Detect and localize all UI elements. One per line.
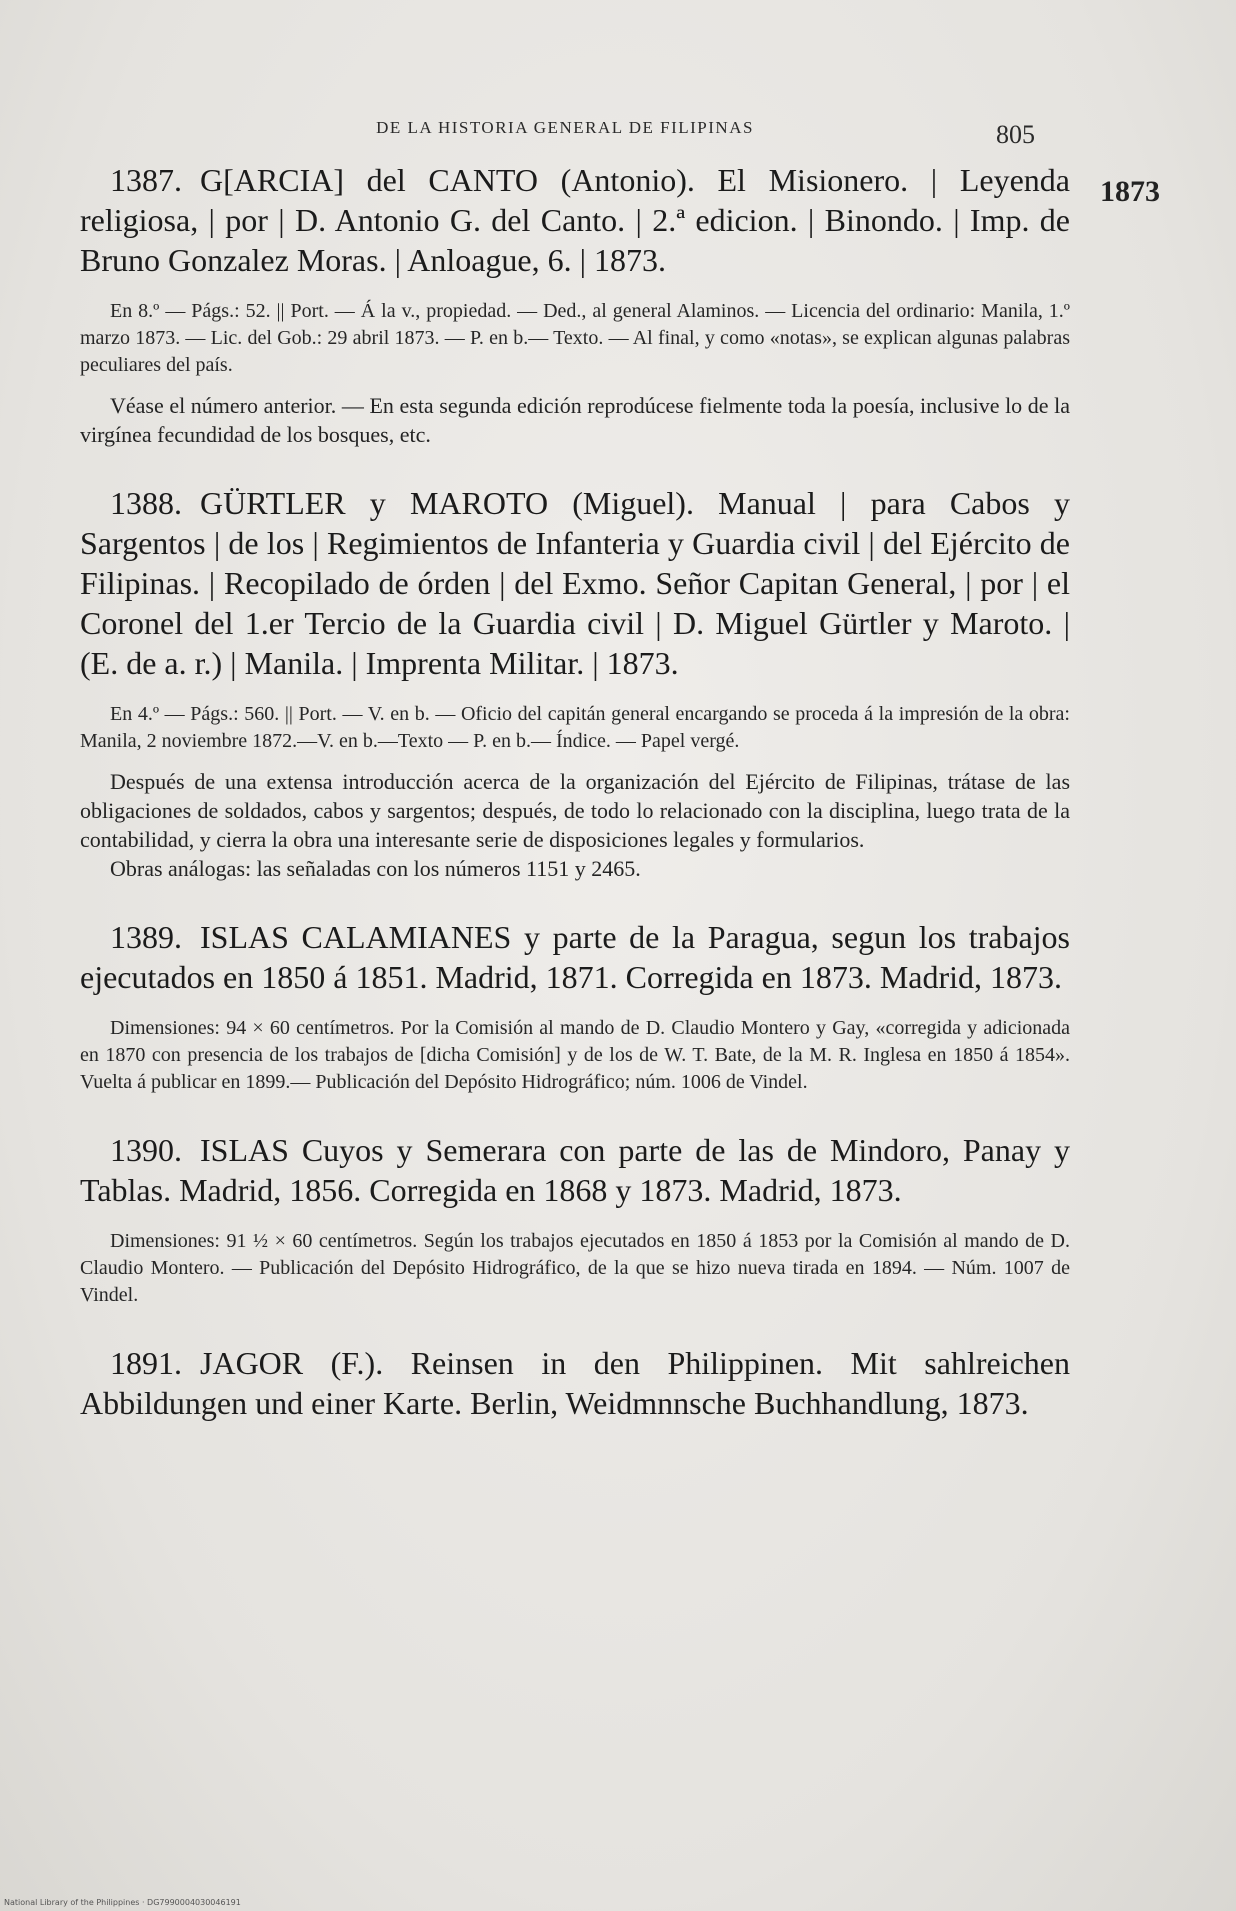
entry-1389 xyxy=(80,917,1070,1096)
running-title: DE LA HISTORIA GENERAL DE FILIPINAS xyxy=(376,118,754,137)
page-number: 805 xyxy=(996,120,1035,149)
entry-number: 1387. xyxy=(110,162,182,198)
entry-collation: En 8.º — Págs.: 52. || Port. — Á la v., propiedad. — Ded., al general Alaminos. — Licencia del ordinario: Manila, 1.º marzo 1873. — Lic. del Gob.: 29 abril 1873. — P. en b.— Texto. — Al final, y como «notas», se explican algunas palabras peculiares del país. xyxy=(80,300,1070,376)
entry-note: Obras análogas: las señaladas con los números 1151 y 2465. xyxy=(110,856,641,881)
entry-number: 1891. xyxy=(110,1345,182,1381)
entry-title xyxy=(80,160,1070,280)
margin-year: 1873 xyxy=(1100,175,1160,208)
entry-number: 1390. xyxy=(110,1132,182,1168)
entry-title-text: G[ARCIA] del CANTO (Antonio). El Misionero. | Leyenda religiosa, | por | D. Antonio G. del Canto. | 2.ª edicion. | Binondo. | Imp. de Bruno Gonzalez Moras. | Anloague, 6. | 1873. xyxy=(80,162,1070,278)
entry-title-text: JAGOR (F.). Reinsen in den Philippinen. Mit sahlreichen Abbildungen und einer Karte. Berlin, Weidmnnsche Buchhandlung, 1873. xyxy=(80,1345,1070,1421)
entry-1387 xyxy=(80,160,1070,449)
entry-collation: En 4.º — Págs.: 560. || Port. — V. en b. — Oficio del capitán general encargando se proceda á la impresión de la obra: Manila, 2 noviembre 1872.—V. en b.—Texto — P. en b.— Índice. — Papel vergé. xyxy=(80,703,1070,752)
entry-title xyxy=(80,483,1070,683)
entry-title xyxy=(80,1130,1070,1210)
entry-1388 xyxy=(80,483,1070,883)
entry-note: Después de una extensa introducción acerca de la organización del Ejército de Filipinas, trátase de las obligaciones de soldados, cabos y sargentos; después, de todo lo relacionado con la disciplina, luego trata de la contabilidad, y cierra la obra una interesante serie de disposiciones legales y formularios. xyxy=(80,769,1070,852)
entry-collation: Dimensiones: 94 × 60 centímetros. Por la Comisión al mando de D. Claudio Montero y Gay, «corregida y adicionada en 1870 con presencia de los trabajos de [dicha Comisión] y de los de W. T. Bate, de la M. R. Inglesa en 1850 á 1854». Vuelta á publicar en 1899.— Publicación del Depósito Hidrográfico; núm. 1006 de Vindel. xyxy=(80,1017,1070,1093)
page-body xyxy=(80,160,1070,1457)
entry-number: 1389. xyxy=(110,919,182,955)
entry-number: 1388. xyxy=(110,485,182,521)
entry-title-text: ISLAS Cuyos y Semerara con parte de las de Mindoro, Panay y Tablas. Madrid, 1856. Corregida en 1868 y 1873. Madrid, 1873. xyxy=(80,1132,1070,1208)
entry-title xyxy=(80,1343,1070,1423)
entry-title xyxy=(80,917,1070,997)
entry-collation: Dimensiones: 91 ½ × 60 centímetros. Según los trabajos ejecutados en 1850 á 1853 por la Comisión al mando de D. Claudio Montero. — Publicación del Depósito Hidrográfico, de la que se hizo nueva tirada en 1894. — Núm. 1007 de Vindel. xyxy=(80,1230,1070,1306)
entry-1891 xyxy=(80,1343,1070,1423)
entry-note: Véase el número anterior. — En esta segunda edición reprodúcese fielmente toda la poesía, inclusive lo de la virgínea fecundidad de los bosques, etc. xyxy=(80,393,1070,447)
entry-title-text: GÜRTLER y MAROTO (Miguel). Manual | para Cabos y Sargentos | de los | Regimientos de Infanteria y Guardia civil | del Ejército de Filipinas. | Recopilado de órden | del Exmo. Señor Capitan General, | por | el Coronel del 1.er Tercio de la Guardia civil | D. Miguel Gürtler y Maroto. | (E. de a. r.) | Manila. | Imprenta Militar. | 1873. xyxy=(80,485,1070,681)
entry-title-text: ISLAS CALAMIANES y parte de la Paragua, segun los trabajos ejecutados en 1850 á 1851. Madrid, 1871. Corregida en 1873. Madrid, 1873. xyxy=(80,919,1070,995)
scan-credit: National Library of the Philippines · DG7990004030046191 xyxy=(4,1898,241,1907)
entry-1390 xyxy=(80,1130,1070,1309)
